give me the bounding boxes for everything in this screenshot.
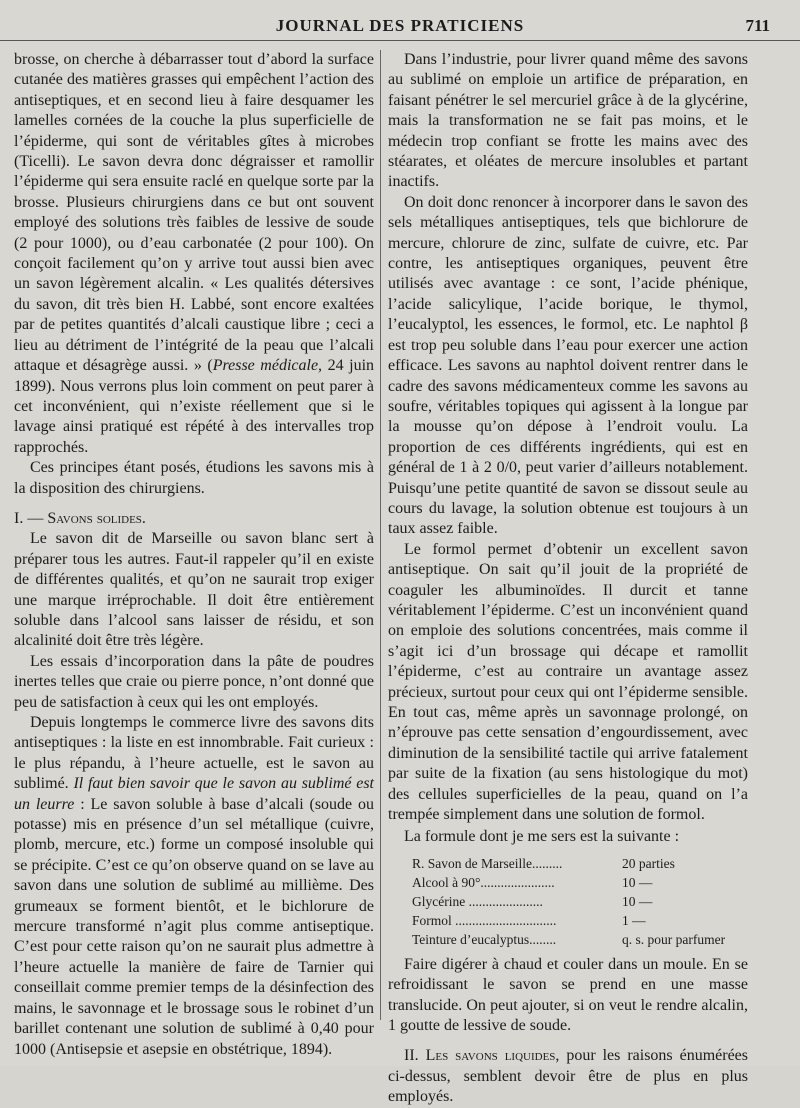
formula-table (412, 854, 748, 949)
formula-row: Alcool à 90°...................... 10 — (412, 874, 653, 890)
paragraph: Ces principes étant posés, étudions les savons mis à la disposition des chirurgiens. (14, 459, 374, 497)
paragraph: On doit donc renoncer à incorporer dans le savon des sels métalliques antiseptiques, tels que bichlorure de mercure, chlorure de zinc, sulfate de cuivre, etc. Par contre, les antiseptiques organiques, peuvent être utilisés avec avantage : ce sont, l’acide phénique, l’acide salicylique, l’acide borique, le thymol, l’eucalyptol, les essences, le formol, etc. Le naphtol β est trop peu soluble dans l’eau pour exercer une action efficace. Les savons au naphtol doivent rentrer dans le cadre des savons médicamenteux comme les savons au soufre, véritables topiques qui agissent à la longue par la mousse qu’on dépose à l’endroit voulu. La proportion de ces différents ingrédients, qui est en général de 1 à 2 0/0, peut varier d’ailleurs notablement. Puisqu’une petite quantité de savon se dissout seule au cours du lavage, la solution obtenue est toujours à un taux assez faible. (388, 193, 748, 538)
page-number: 711 (745, 16, 770, 35)
paragraph: brosse, on cherche à débarrasser tout d’abord la surface cutanée des matières grasses qui empêchent l’action des antiseptiques, et en second lieu à faire desquamer les lamelles cornées de la couche la plus superficielle de l’épiderme, qui sont de véritables gîtes à microbes (Ticelli). Le savon devra donc dégraisser et ramollir l’épiderme qui sera ensuite raclé en quelque sorte par la brosse. Plusieurs chirurgiens dans ce but ont souvent employé des solutions très faibles de lessive de soude (2 pour 1000), ou d’eau carbonatée (2 pour 100). On conçoit facilement qu’on y arrive tout aussi bien avec un savon légèrement alcalin. « Les qualités détersives du savon, dit très bien H. Labbé, sont encore exaltées par de petites quantités d’alcali caustique libre ; ceci a lieu au détriment de l’intégrité de la peau que l’alcali attaque et désagrège aussi. » (Presse médicale, 24 juin 1899). Nous verrons plus loin comment on peut parer à cet inconvénient, qui n’existe réellement que si le lavage ainsi pratiqué est répété à des intervalles trop rapprochés. (14, 51, 375, 456)
formula-row: R. Savon de Marseille......... 20 parties (412, 855, 675, 871)
running-header (0, 14, 800, 41)
paragraph: Dans l’industrie, pour livrer quand même des savons au sublimé on emploie un artifice de préparation, en faisant pénétrer le sel mercuriel grâce à de la glycérine, mais la transformation ne se fait pas moins, et le médecin trop confiant se frotte les mains avec des stéarates, et oléates de mercure insolubles et partant inactifs. (388, 51, 748, 191)
paragraph: Depuis longtemps le commerce livre des savons dits antiseptiques : la liste en est innombrable. Fait curieux : le plus répandu, à l’heure actuelle, est le savon au sublimé. Il faut bien savoir que le savon au sublimé est un leurre : Le savon soluble à base d’alcali (soude ou potasse) mis en présence d’un sel métallique (cuivre, plomb, mercure, etc.) forme un composé insoluble qui se précipite. C’est ce qu’on observe quand on se lave au savon dans une solution de sublimé au millième. Des grumeaux se forment bientôt, et le bichlorure de mercure transformé n’agit plus comme antiseptique. C’est pour cette raison qu’on ne saurait plus admettre à l’heure actuelle la manière de faire de Tarnier qui conseillait comme premier temps de la désinfection des mains, le savonnage et le brossage sous le robinet d’un barillet contenant une solution de sublimé à 0,40 pour 1000 (Antisepsie et asepsie en obstétrique, 1894). (14, 714, 375, 1058)
citation: Presse médicale, (212, 357, 323, 375)
paragraph: Les essais d’incorporation dans la pâte de poudres inertes telles que craie ou pierre ponce, n’ont donné que peu de satisfaction à ceux qui les ont employés. (14, 652, 374, 711)
section-heading-liquid-soaps: II. Les savons liquides, pour les raisons énumérées ci-dessus, semblent devoir être de plus en plus employés. (388, 1047, 749, 1106)
section-heading-solid-soaps: I. — Savons solides. (14, 509, 146, 527)
left-column (14, 50, 374, 1060)
paragraph: Le savon dit de Marseille ou savon blanc sert à préparer tous les autres. Faut-il rappeler qu’il en existe de différentes qualités, et qu’on ne saurait trop exiger une marque irréprochable. Il doit être entièrement soluble dans l’alcool sans laisser de résidu, et son alcalinité doit être très légère. (14, 530, 374, 650)
formula-row: Formol .............................. 1 — (412, 912, 646, 928)
column-divider (380, 50, 381, 1020)
right-column (388, 50, 748, 1108)
paragraph: Le formol permet d’obtenir un excellent savon antiseptique. On sait qu’il jouit de la propriété de coaguler les albuminoïdes. Il durcit et tanne véritablement l’épiderme. C’est un inconvénient quand on emploie des solutions concentrées, mais comme il s’agit ici d’un brossage qui décape et ramollit l’épiderme, c’est au contraire un avantage assez précieux, surtout pour ceux qui ont l’épiderme sensible. En tout cas, même après un savonnage prolongé, on n’éprouve pas cette sensation d’engourdissement, avec diminution de la sensibilité tactile qui arrive fatalement par suite de la fixation (au sens histologique du mot) des cellules superficielles de la peau, quand on l’a trempée simplement dans une solution de formol. (388, 540, 748, 824)
emphasis: Il faut bien savoir que le savon au sublimé est un leurre (14, 775, 375, 813)
formula-row: Teinture d’eucalyptus........ q. s. pour parfumer (412, 931, 726, 947)
formula-row: Glycérine ...................... 10 — (412, 893, 653, 909)
formula-intro: La formule dont je me sers est la suivante : (404, 828, 680, 846)
journal-title: JOURNAL DES PRATICIENS (275, 16, 525, 35)
paragraph: Faire digérer à chaud et couler dans un moule. En se refroidissant le savon se prend en une masse translucide. On peut ajouter, si on veut le rendre alcalin, 1 goutte de lessive de soude. (388, 955, 748, 1035)
